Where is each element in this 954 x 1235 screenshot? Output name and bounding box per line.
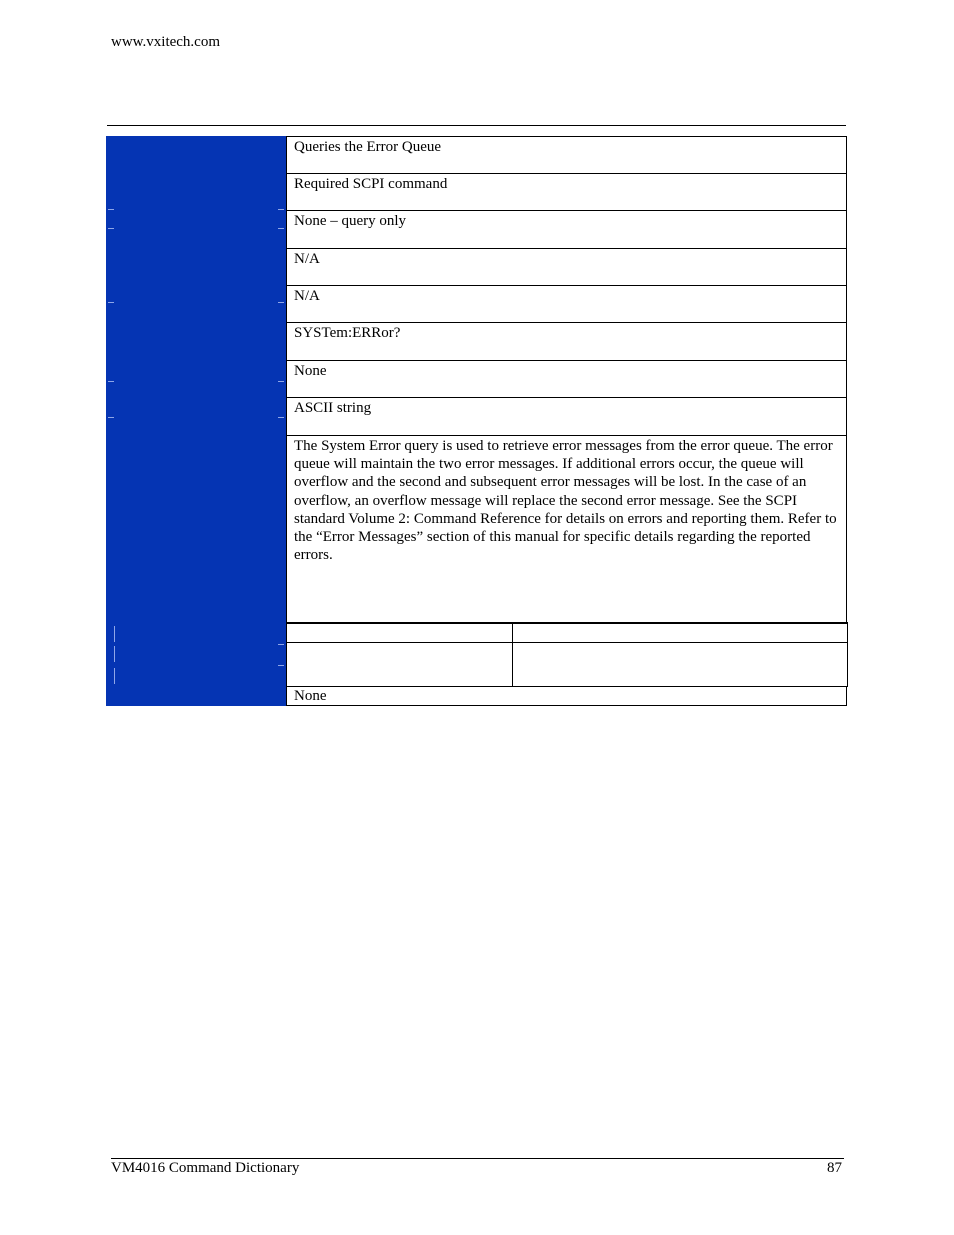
cell-marker [278,228,284,229]
cell-marker [108,228,114,229]
header-rule [107,125,846,126]
cell-marker [278,665,284,666]
cell-marker [108,417,114,418]
related-commands-cell: None [286,686,847,706]
cell-marker [278,417,284,418]
cell-marker [278,209,284,210]
type-cell: Required SCPI command [286,173,847,211]
cell-marker [278,302,284,303]
cell-marker [114,646,115,662]
command-table [106,136,848,706]
command-syntax-cell: None – query only [286,210,847,249]
description-cell: The System Error query is used to retrieve error messages from the error queue. The error queue will maintain the two error messages. If additional errors occur, the queue will overflow and the second and subsequent error messages will be lost. In the case of an overflow, an overflow message will replace the second error message. See the SCPI standard Volume 2: Command Reference for details on errors and reporting them. Refer to the “Error Messages” section of this manual for specific details regarding the reported errors. [286,435,847,623]
reset-value-cell: N/A [286,285,847,323]
examples-row [286,642,848,687]
cell-marker [278,644,284,645]
examples-column-divider [512,643,513,686]
command-parameters-cell: N/A [286,248,847,286]
label-column [106,136,286,706]
footer-rule [111,1158,844,1159]
cell-marker [108,381,114,382]
query-response-cell: ASCII string [286,397,847,436]
cell-marker [114,626,115,642]
query-syntax-cell: SYSTem:ERRor? [286,322,847,361]
cell-marker [114,668,115,684]
footer-title: VM4016 Command Dictionary [111,1160,300,1176]
examples-header-row [286,622,848,643]
examples-column-divider [512,624,513,642]
cell-marker [108,209,114,210]
cell-marker [278,381,284,382]
cell-marker [108,302,114,303]
query-parameters-cell: None [286,360,847,398]
site-url: www.vxitech.com [111,34,220,50]
examples-grid [286,622,848,687]
page-number: 87 [827,1160,842,1176]
purpose-cell: Queries the Error Queue [286,136,847,174]
